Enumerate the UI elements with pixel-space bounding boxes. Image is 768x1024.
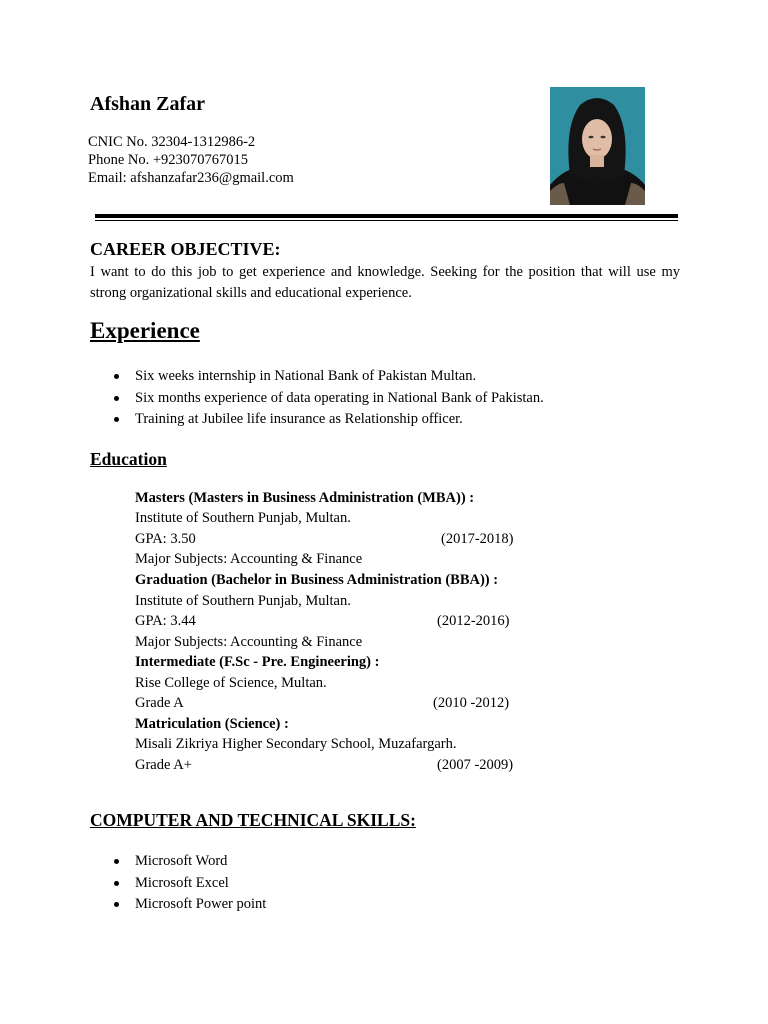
education-years: (2012-2016) — [437, 613, 510, 629]
education-title: Intermediate (F.Sc - Pre. Engineering) : — [135, 654, 380, 670]
candidate-name: Afshan Zafar — [90, 93, 206, 115]
skills-list — [112, 851, 266, 916]
education-years: (2007 -2009) — [437, 757, 514, 773]
header-divider-thick — [95, 214, 678, 218]
experience-list — [112, 366, 544, 431]
cnic-number: CNIC No. 32304-1312986-2 — [88, 134, 256, 150]
education-subjects: Major Subjects: Accounting & Finance — [135, 634, 363, 650]
education-years: (2017-2018) — [441, 531, 514, 547]
education-institute: Institute of Southern Punjab, Multan. — [135, 510, 351, 526]
email-address: Email: afshanzafar236@gmail.com — [88, 170, 294, 186]
skills-heading: COMPUTER AND TECHNICAL SKILLS: — [90, 810, 416, 830]
education-institute: Misali Zikriya Higher Secondary School, Muzafargarh. — [135, 736, 457, 752]
career-objective-heading: CAREER OBJECTIVE: — [90, 239, 281, 259]
list-item: Six weeks internship in National Bank of Pakistan Multan. — [112, 366, 544, 388]
list-item: Microsoft Excel — [112, 873, 266, 895]
header-divider-thin — [95, 220, 678, 221]
career-objective-text: I want to do this job to get experience and knowledge. Seeking for the position that will use my strong organizational skills and educational experience. — [90, 264, 680, 301]
phone-number: Phone No. +923070767015 — [88, 152, 249, 168]
education-subjects: Major Subjects: Accounting & Finance — [135, 551, 363, 567]
list-item: Microsoft Word — [112, 851, 266, 873]
education-grade: Grade A+ — [135, 757, 192, 773]
education-title: Masters (Masters in Business Administration (MBA)) : — [135, 490, 475, 506]
education-grade: GPA: 3.44 — [135, 613, 196, 629]
experience-heading: Experience — [90, 318, 200, 343]
education-institute: Rise College of Science, Multan. — [135, 675, 327, 691]
list-item: Training at Jubilee life insurance as Relationship officer. — [112, 409, 544, 431]
education-title: Matriculation (Science) : — [135, 716, 289, 732]
education-years: (2010 -2012) — [433, 695, 510, 711]
education-institute: Institute of Southern Punjab, Multan. — [135, 593, 351, 609]
list-item: Microsoft Power point — [112, 894, 266, 916]
person-portrait-icon — [550, 87, 645, 205]
education-heading: Education — [90, 449, 167, 469]
education-grade: Grade A — [135, 695, 184, 711]
education-grade: GPA: 3.50 — [135, 531, 196, 547]
profile-photo — [550, 87, 645, 205]
education-title: Graduation (Bachelor in Business Administration (BBA)) : — [135, 572, 499, 588]
list-item: Six months experience of data operating in National Bank of Pakistan. — [112, 388, 544, 410]
